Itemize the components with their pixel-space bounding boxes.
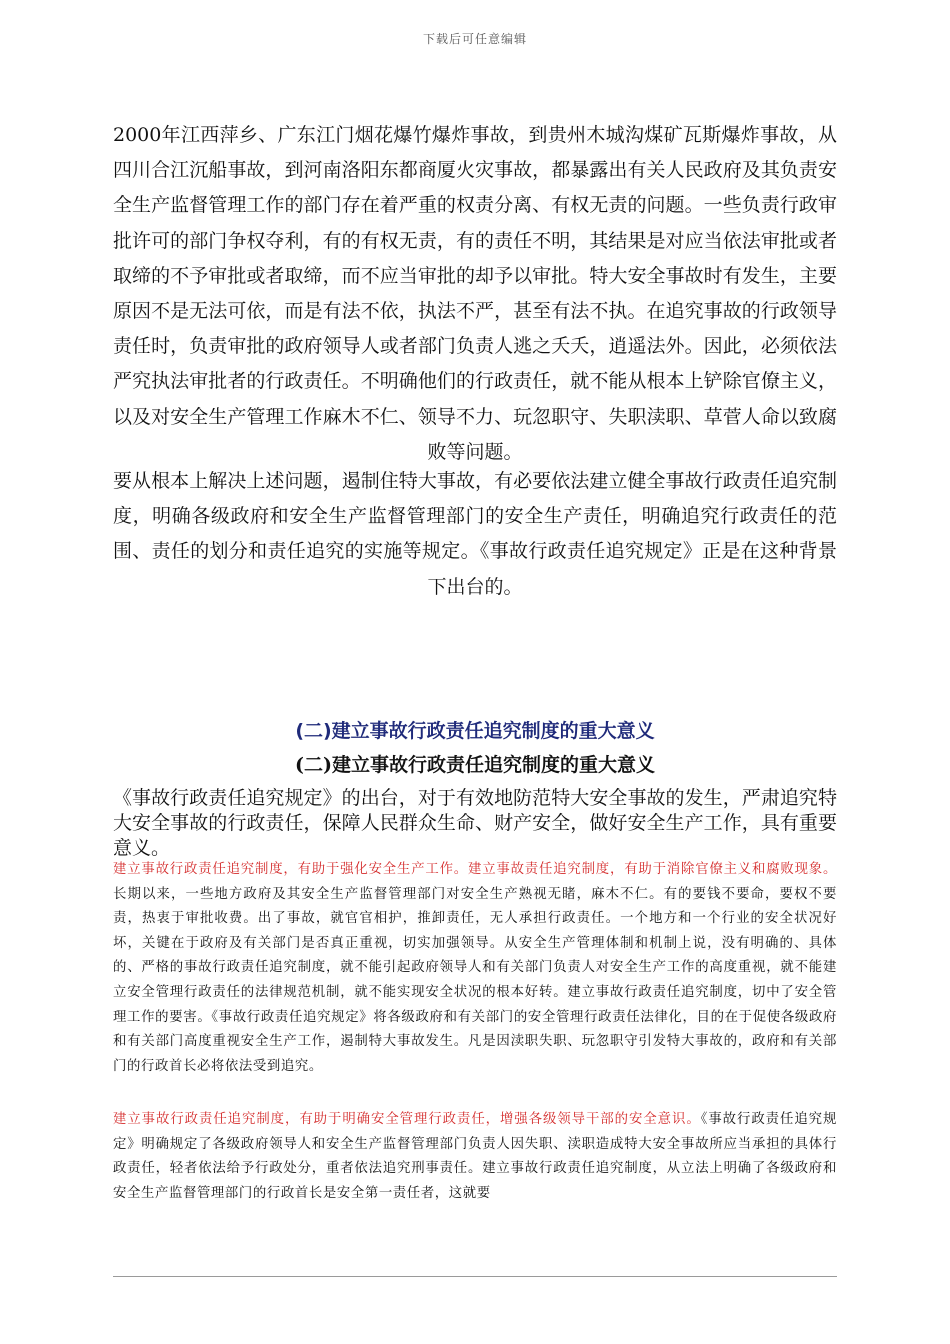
paragraph-body-text: 长期以来，一些地方政府及其安全生产监督管理部门对安全生产熟视无睹，麻木不仁。有的要钱不要命，要权不要责，热衷于审批收费。出了事故，就官官相护，推卸责任，无人承担行政责任。一个地方和一个行业的安全状况好坏，关键在于政府及有关部门是否真正重视，切实加强领导。从安全生产管理体制和机制上说，没有明确的、具体的、严格的事故行政责任追究制度，就不能引起政府领导人和有关部门负责人对安全生产工作的高度重视，就不能建立安全管理行政责任的法律规范机制，就不能实现安全状况的根本好转。建立事故行政责任追究制度，切中了安全管理工作的要害。《事故行政责任追究规定》将各级政府和有关部门的安全管理行政责任法律化，目的在于促使各级政府和有关部门高度重视安全生产工作，遏制特大事故发生。凡是因渎职失职、玩忽职守引发特大事故的，政府和有关部门的行政首长必将依法受到追究。 [113, 886, 837, 1074]
section-heading-bold: (二)建立事故行政责任追究制度的重大意义 [295, 754, 655, 776]
section-heading-blue: (二)建立事故行政责任追究制度的重大意义 [295, 720, 655, 742]
paragraph-significance-one [113, 858, 837, 1079]
paragraph-background-accidents: 2000年江西萍乡、广东江门烟花爆竹爆炸事故，到贵州木城沟煤矿瓦斯爆炸事故，从四川合江沉船事故，到河南洛阳东都商厦火灾事故，都暴露出有关人民政府及其负责安全生产监督管理工作的部门存在着严重的权责分离、有权无责的问题。一些负责行政审批许可的部门争权夺利，有的有权无责，有的责任不明，其结果是对应当依法审批或者取缔的不予审批或者取缔，而不应当审批的却予以审批。特大安全事故时有发生，主要原因不是无法可依，而是有法不依，执法不严，甚至有法不执。在追究事故的行政领导责任时，负责审批的政府领导人或者部门负责人逃之夭夭，逍遥法外。因此，必须依法严究执法审批者的行政责任。不明确他们的行政责任，就不能从根本上铲除官僚主义，以及对安全生产管理工作麻木不仁、领导不力、玩忽职守、失职渎职、草菅人命以致腐败等问题。 [113, 124, 837, 463]
page-header-note: 下载后可任意编辑 [422, 32, 527, 46]
intro-paragraph: 《事故行政责任追究规定》的出台，对于有效地防范特大安全事故的发生，严肃追究特大安全事故的行政责任，保障人民群众生命、财产安全，做好安全生产工作，具有重要意义。 [113, 787, 837, 859]
paragraph-solution-background: 要从根本上解决上述问题，遏制住特大事故，有必要依法建立健全事故行政责任追究制度，明确各级政府和安全生产监督管理部门的安全生产责任，明确追究行政责任的范围、责任的划分和责任追究的实施等规定。《事故行政责任追究规定》正是在这种背景下出台的。 [113, 470, 837, 598]
footer-divider [113, 1276, 837, 1277]
highlighted-lead-text: 建立事故行政责任追究制度，有助于强化安全生产工作。建立事故责任追究制度，有助于消除官僚主义和腐败现象。 [113, 862, 837, 877]
highlighted-lead-text: 建立事故行政责任追究制度，有助于明确安全管理行政责任，增强各级领导干部的安全意识。 [113, 1112, 701, 1127]
paragraph-significance-two [113, 1108, 837, 1206]
paragraph-body-text: 《事故行政责任追究规定》明确规定了各级政府领导人和安全生产监督管理部门负责人因失职、渎职造成特大安全事故所应当承担的具体行政责任，轻者依法给予行政处分，重者依法追究刑事责任。建立事故行政责任追究制度，从立法上明确了各级政府和安全生产监督管理部门的行政首长是安全第一责任者，这就要 [113, 1112, 837, 1201]
